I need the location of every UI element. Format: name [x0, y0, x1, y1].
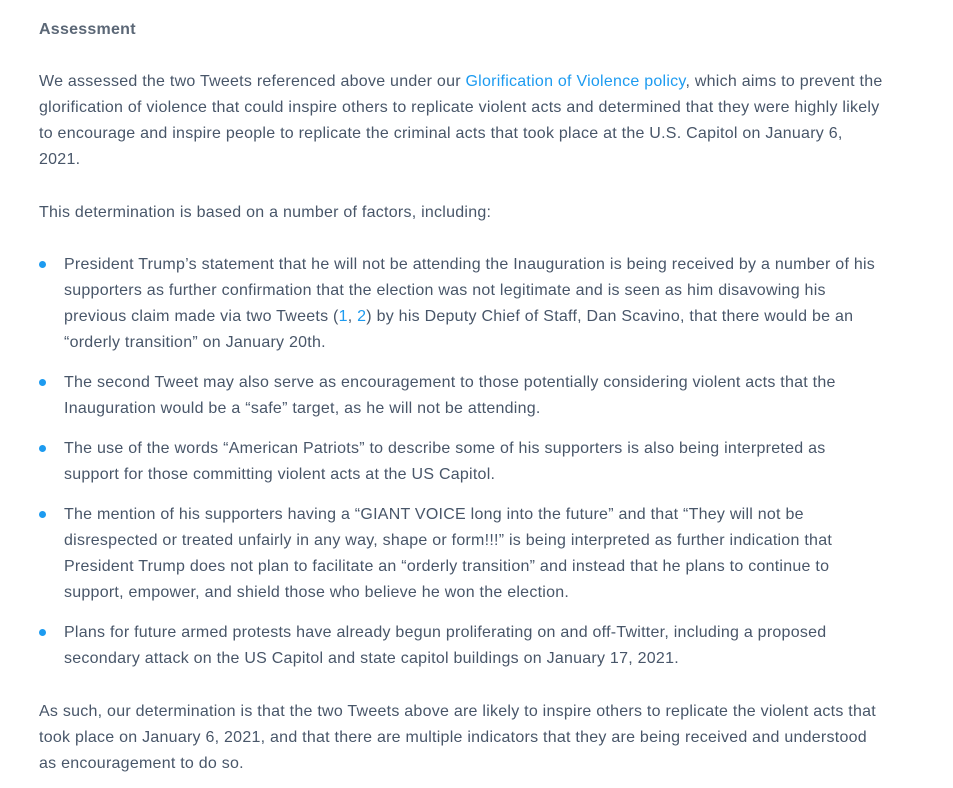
glorification-of-violence-policy-link[interactable]: Glorification of Violence policy [465, 73, 686, 90]
tweet-link-1[interactable]: 1 [338, 308, 348, 325]
tweet-link-2[interactable]: 2 [357, 308, 367, 325]
section-heading: Assessment [39, 21, 136, 38]
list-item [39, 252, 884, 356]
factor-separator: , [347, 308, 358, 325]
conclusion-paragraph: As such, our determination is that the two Tweets above are likely to inspire others to replicate the violent acts that took place on January 6, 2021, and that there are multiple indicators that they are being received and understood as encouragement to do so. [39, 703, 876, 772]
bullet-icon [39, 629, 46, 636]
list-item-text: Plans for future armed protests have already begun proliferating on and off-Twitter, including a proposed secondary attack on the US Capitol and state capitol buildings on January 17, 2021. [64, 624, 827, 667]
factor-text-part1: President Trump’s statement that he will not be attending the Inauguration is being received by a number of his supporters as further confirmation that the election was not legitimate and is seen as him disavowing his previous claim made via two Tweets ( [64, 256, 876, 325]
list-item [39, 502, 884, 606]
intro-text-before-link: We assessed the two Tweets referenced above under our [39, 73, 466, 90]
list-item-text: The use of the words “American Patriots” to describe some of his supporters is also being interpreted as support for those committing violent acts at the US Capitol. [64, 440, 826, 483]
intro-paragraph [39, 69, 884, 173]
list-item [39, 370, 884, 422]
list-item-text: The mention of his supporters having a “GIANT VOICE long into the future” and that “They will not be disrespected or treated unfairly in any way, shape or form!!!” is being interpreted as further indication that President Trump does not plan to facilitate an “orderly transition” and instead that he plans to continue to support, empower, and shield those who believe he won the election. [64, 506, 833, 601]
bullet-icon [39, 511, 46, 518]
bullet-icon [39, 445, 46, 452]
factors-lead-paragraph: This determination is based on a number of factors, including: [39, 204, 492, 221]
factor-text-part2: ) by his Deputy Chief of Staff, Dan Scavino, that there would be an “orderly transition” on January 20th. [64, 308, 854, 351]
list-item [39, 620, 884, 672]
list-item [39, 436, 884, 488]
intro-text-after-link: , which aims to prevent the glorification of violence that could inspire others to replicate violent acts and determined that they were highly likely to encourage and inspire people to replicate the criminal acts that took place at the U.S. Capitol on January 6, 2021. [39, 73, 883, 168]
bullet-icon [39, 261, 46, 268]
list-item-text: The second Tweet may also serve as encouragement to those potentially considering violent acts that the Inauguration would be a “safe” target, as he will not be attending. [64, 374, 836, 417]
bullet-icon [39, 379, 46, 386]
list-item-text [64, 252, 879, 356]
